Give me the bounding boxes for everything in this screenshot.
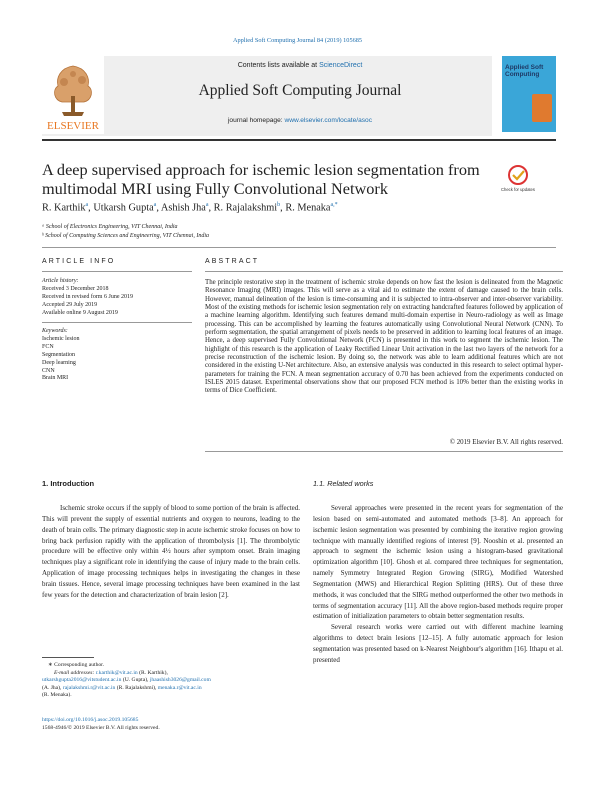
elsevier-logo (42, 56, 104, 134)
email-link[interactable]: r.karthik@vit.ac.in (95, 669, 138, 676)
cover-title: Applied Soft Computing (505, 64, 544, 78)
header-rule (42, 139, 556, 141)
author-name: Utkarsh Gupta (93, 202, 154, 214)
author-affiliation-mark[interactable]: a (205, 202, 209, 208)
keywords-rule (42, 322, 192, 323)
issn-line: 1568-4946/© 2019 Elsevier B.V. All rights reserved. (42, 725, 160, 731)
email-link[interactable]: jhaashish3026@gmail.com (149, 677, 211, 683)
corresponding-author-note: ∗ Corresponding author. (48, 662, 105, 668)
keyword: Ischemic lesion (42, 335, 80, 342)
affiliation-b: ᵇ School of Computing Sciences and Engineering, VIT Chennai, India (42, 233, 209, 239)
history-item: Accepted 29 July 2019 (42, 301, 98, 308)
author-name: R. Rajalakshmi (213, 202, 278, 214)
homepage-line: journal homepage: www.elsevier.com/locate/asoc (227, 117, 373, 124)
email-link[interactable]: rajalakshmi.r@vit.ac.in (62, 684, 116, 691)
elsevier-wordmark: ELSEVIER (47, 120, 99, 132)
abstract-heading: ABSTRACT (205, 258, 260, 265)
abstract-text: The principle restorative step in the treatment of ischemic stroke depends on how fast the lesion is delineated from the Magnetic Resonance Imaging (MRI) images. This will serve as a vital aid to estimate the extent of damage caused to the brain cells. However, manual delineation of the lesion is time-consuming and it is subjected to intra-observer and inter-observer variability. Most of the existing methods for ischemic lesion segmentation rely on extracting handcrafted features followed by application of a machine learning algorithm. Identifying such features demand multi-domain expertise in Neuro-radiology as well as Image processing. This can be accomplished by learning the features automatically using Convolutional Neural Network (CNN). To perform segmentation, the spatial arrangement of pixels needs to be preserved in addition to learning local features of an image. Hence, a deep supervised Fully Convolutional Network (FCN) is presented in this work to segment the ischemic lesion. The highlight of this research is the application of Leaky Rectified Linear Unit activation in the last two layers of the network for a precise reconstruction of the ischemic lesion. By doing so, the network was able to learn additional features which are not considered in the existing U-Net architecture. Also, an extensive analysis was conducted in this research to select optimal hyper-parameters for training the FCN. A mean segmentation accuracy of 0.70 has been achieved from the experiments conducted on ISLES 2015 dataset. Experimental observations show that our proposed FCN method is 10% better than the existing works in terms of Dice Coefficient. (205, 279, 563, 395)
cover-graphic (532, 94, 552, 122)
introduction-heading: 1. Introduction (42, 479, 95, 488)
email-link[interactable]: menaka.r@vit.ac.in (157, 684, 202, 691)
article-info-rule (42, 271, 192, 272)
check-updates-label: Check for updates (501, 187, 535, 192)
introduction-text: Ischemic stroke occurs if the supply of blood to some portion of the brain is affected. This will prevent the supply of essential nutrients and oxygen to neurons, leading to the death of brain cells. The primary diagnostic step in acute ischemic stroke focuses on how to bring back perfusion rapidly with the application of thrombolysis [1]. The thrombolytic procedure will be effective only within 4½ hours after symptom onset. Brain imaging techniques play a significant role in identifying the cause of injury made to the brain cells. Application of image processing techniques helps in investigating the changes in these brain tissues. Hence, several image processing techniques have been examined in the last few years for the detection and characterization of brain lesion [2]. (42, 504, 300, 599)
related-works-heading: 1.1. Related works (313, 479, 374, 488)
journal-cover (502, 56, 556, 132)
affiliation-a: ᵃ School of Electronics Engineering, VIT Chennai, India (42, 224, 178, 230)
keyword: Brain MRI (42, 375, 69, 382)
related-works-text (313, 503, 563, 666)
keywords (42, 328, 192, 383)
keyword: CNN (42, 367, 55, 374)
history-label: Article history: (42, 278, 79, 284)
footnote-rule (42, 657, 94, 658)
journal-reference[interactable] (0, 37, 595, 44)
check-for-updates-icon[interactable] (503, 164, 533, 200)
keyword: FCN (42, 343, 54, 350)
sciencedirect-link[interactable]: ScienceDirect (319, 62, 363, 69)
author-separator: , (88, 202, 94, 214)
abstract-rule (205, 271, 563, 272)
keyword: Deep learning (42, 359, 76, 366)
contents-line: Contents lists available at ScienceDirect (237, 62, 363, 69)
history-item: Available online 9 August 2019 (42, 309, 118, 316)
author-separator: , (156, 202, 161, 214)
author-name: R. Karthik (42, 202, 86, 214)
author-affiliation-mark[interactable]: a,* (330, 202, 338, 208)
author-list (42, 202, 562, 213)
author-affiliation-mark[interactable]: b (277, 202, 281, 208)
journal-name: Applied Soft Computing Journal (198, 82, 402, 99)
article-title: A deep supervised approach for ischemic lesion segmentation from multimodal MRI using Fully Convolutional Network (42, 160, 480, 198)
author-name: R. Menaka (285, 202, 331, 214)
abstract-end-rule (205, 451, 563, 452)
history-item: Received 3 December 2018 (42, 285, 109, 292)
footnotes: ∗ Corresponding author. E-mail addresses: r.karthik@vit.ac.in (R. Karthik), utkarshgupta2016@vitstudent.ac.in (U. Gupta), jhaashish3026@gmail.com (A. Jha), rajalakshmi.r@vit.ac.in (R. Rajalakshmi), menaka.r@vit.ac.in (R. Menaka). (42, 662, 300, 700)
section-rule (42, 247, 556, 248)
author-separator: , (208, 202, 214, 214)
author-affiliation-mark[interactable]: a (85, 202, 89, 208)
email-link[interactable]: utkarshgupta2016@vitstudent.ac.in (42, 677, 122, 683)
article-info-heading: ARTICLE INFO (42, 258, 116, 265)
author-separator: , (280, 202, 286, 214)
homepage-link[interactable]: www.elsevier.com/locate/asoc (284, 117, 373, 124)
related-paragraph: Several research works were carried out with different machine learning algorithms to detect brain lesions [12–15]. A fully automatic approach for lesion segmentation was presented based on k-Nearest Neighbour's algorithm [16]. Ithapu et al. presented (313, 623, 563, 664)
doi-block (42, 716, 300, 732)
author-affiliation-mark[interactable]: a (153, 202, 157, 208)
article-history (42, 278, 192, 318)
keyword: Segmentation (42, 351, 75, 358)
doi-link[interactable]: https://doi.org/10.1016/j.asoc.2019.105685 (42, 717, 139, 723)
keywords-label: Keywords: (42, 328, 68, 334)
abstract-copyright: © 2019 Elsevier B.V. All rights reserved. (449, 439, 563, 446)
author-name: Ashish Jha (160, 202, 206, 214)
history-item: Received in revised form 6 June 2019 (42, 293, 133, 300)
related-paragraph: Several approaches were presented in the recent years for segmentation of the lesion based on semi-automated and automated methods [3–8]. An approach for ischemic lesion segmentation was presented by combining the iterative region growing technique with manually identified regions of interest [9]. Nooshin et al. presented an approach to segment the ischemic lesion using a histogram-based gravitational optimization algorithm [10]. Ghosh et al. compared three techniques for segmentation, namely Symmetry Integrated Region Growing (SIRG), Modified Watershed Segmentation (MWS) and Hierarchical Region Splitting (HRS). Out of these three methods, it was concluded that the SIRG method outperformed the other two methods in terms of segmentation accuracy [11]. All the above region-based methods require proper estimation of initialization parameters to obtain better segmentation results. (313, 504, 563, 621)
journal-reference-link[interactable]: Applied Soft Computing Journal 84 (2019) 105685 (232, 37, 363, 44)
